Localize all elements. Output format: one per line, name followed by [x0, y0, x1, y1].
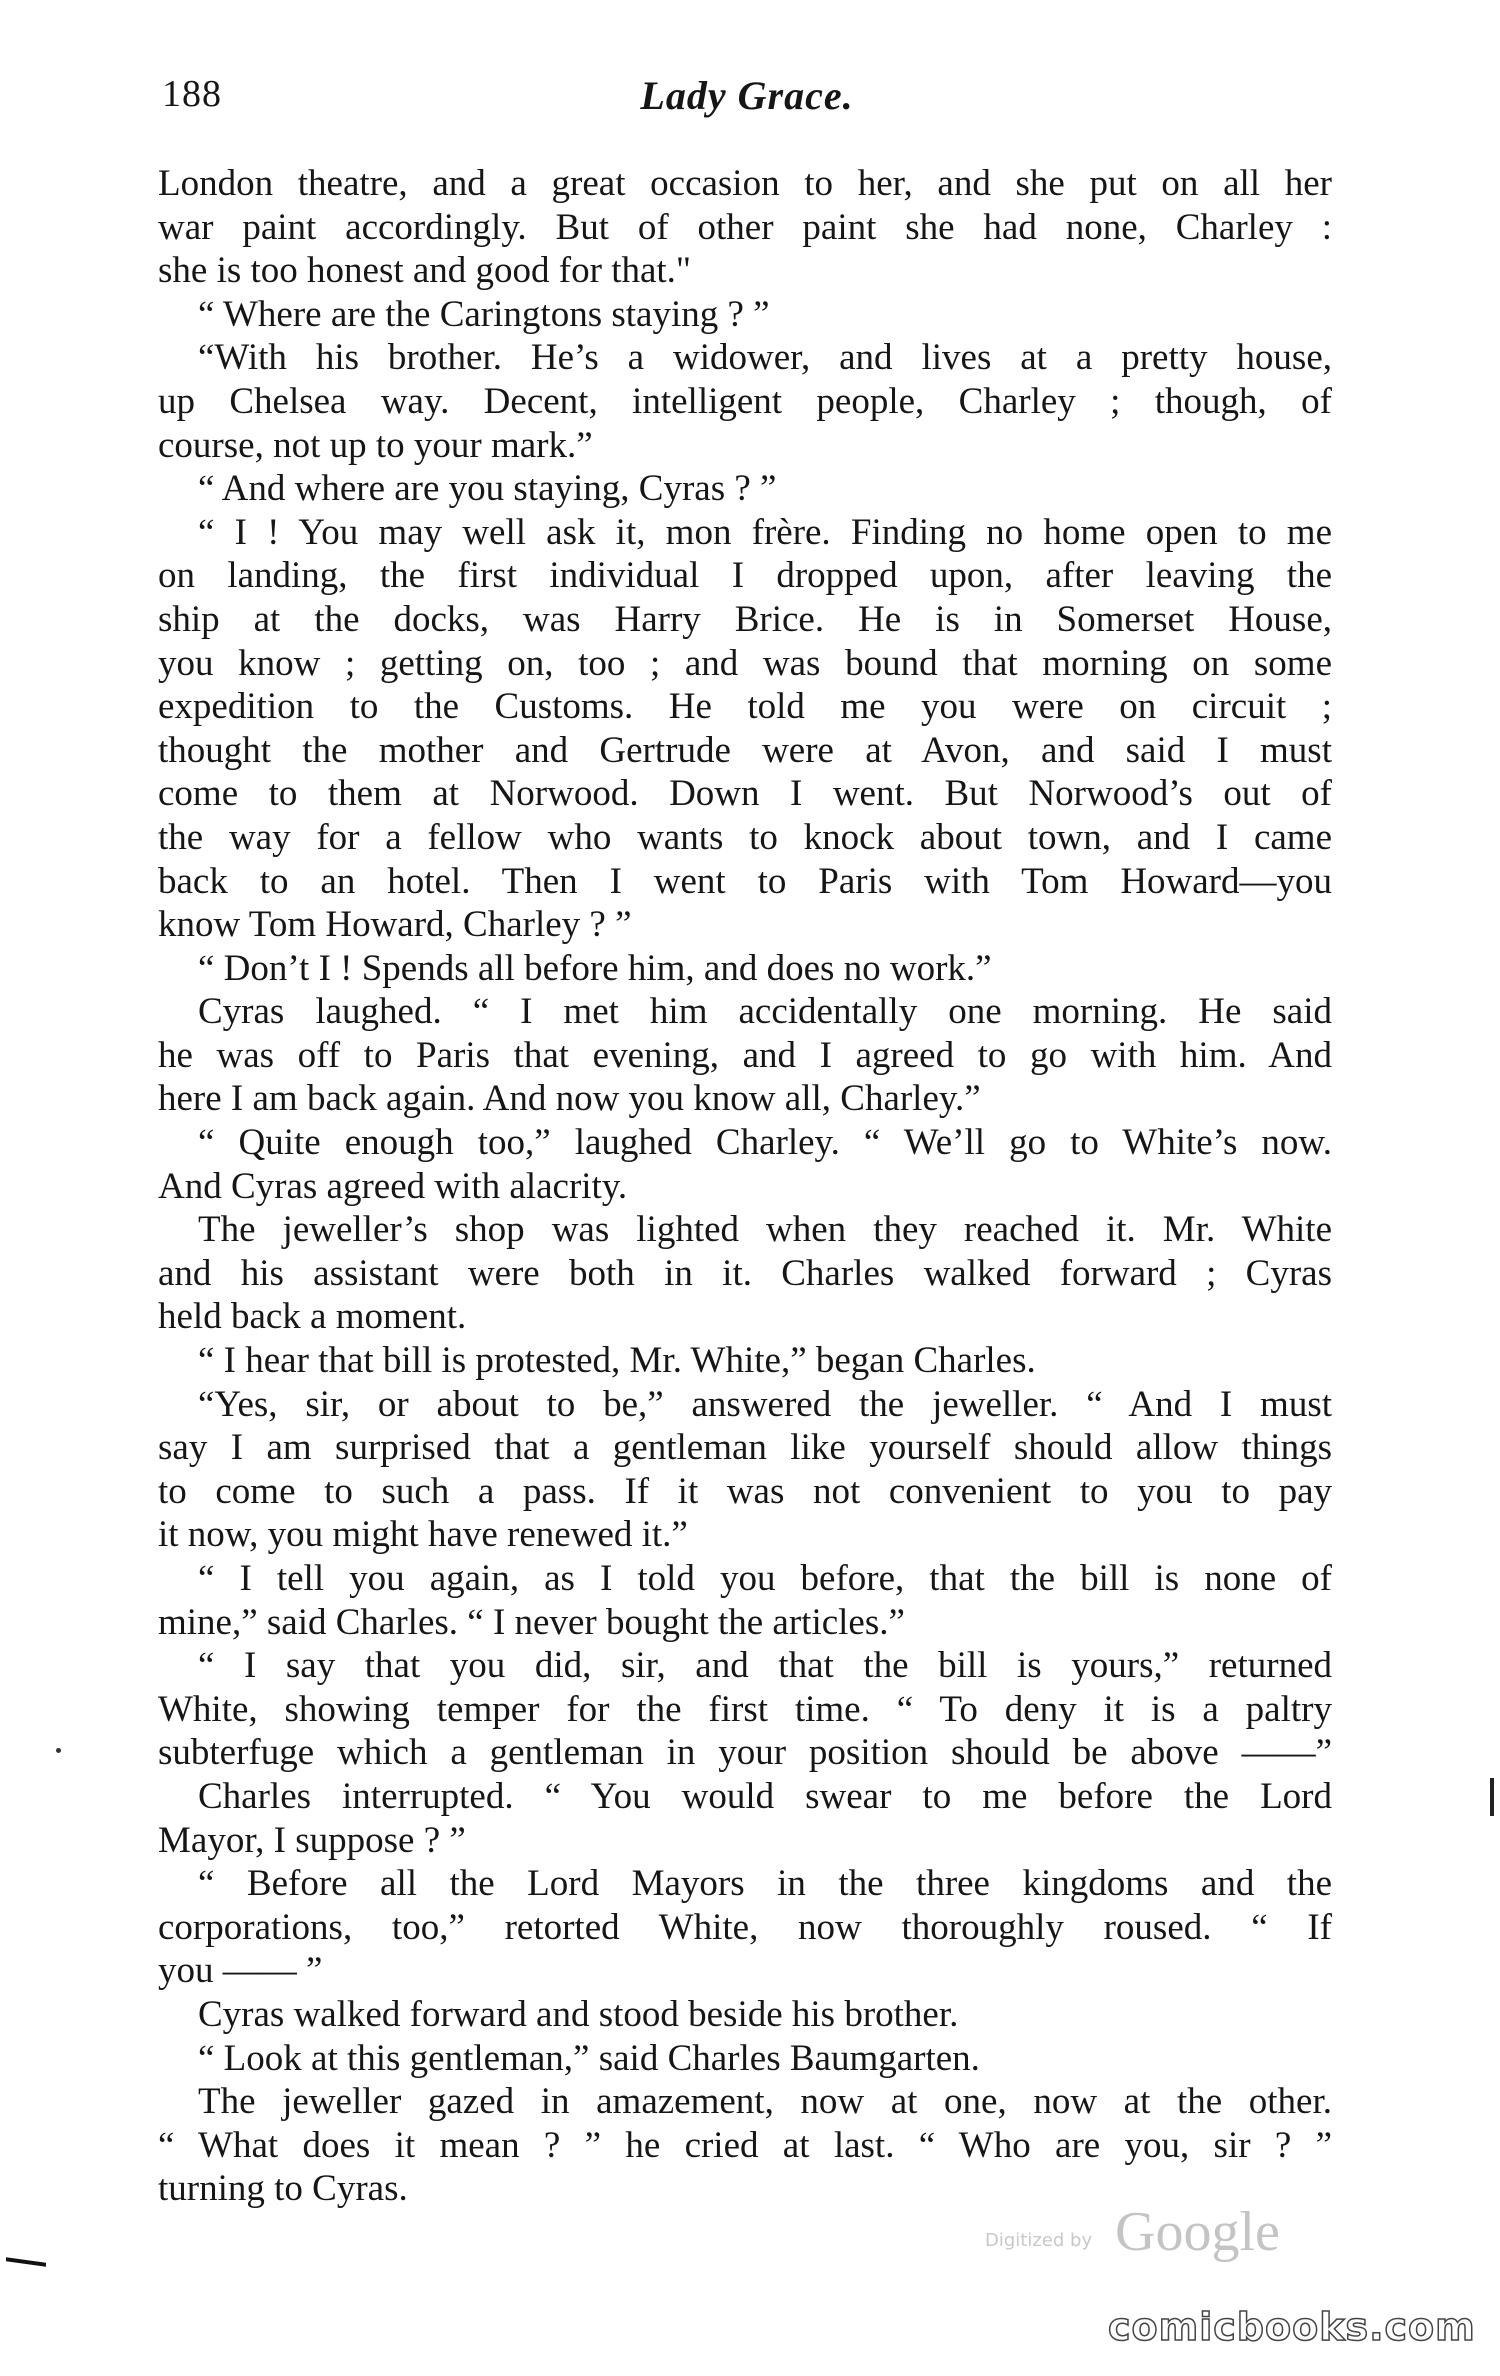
site-watermark: comicbooks.com	[1108, 2305, 1476, 2349]
text-line: you —— ”	[158, 1950, 323, 1992]
page-header	[162, 72, 1332, 132]
text-line: say I am surprised that a gentleman like yourself should allow things	[158, 1427, 1332, 1469]
text-line: course, not up to your mark.”	[158, 424, 593, 466]
text-line: and his assistant were both in it. Charles walked forward ; Cyras	[158, 1252, 1332, 1294]
text-line: it now, you might have renewed it.”	[158, 1514, 688, 1556]
text-line: here I am back again. And now you know all, Charley.”	[158, 1078, 981, 1120]
text-line: up Chelsea way. Decent, intelligent people, Charley ; though, of	[158, 380, 1332, 422]
text-line: corporations, too,” retorted White, now thoroughly roused. “ If	[158, 1906, 1332, 1948]
text-line: White, showing temper for the first time. “ To deny it is a paltry	[158, 1688, 1332, 1730]
text-line: Cyras laughed. “ I met him accidentally one morning. He said	[198, 991, 1332, 1033]
text-line: Mayor, I suppose ? ”	[158, 1819, 466, 1861]
text-line: Charles interrupted. “ You would swear to me before the Lord	[198, 1775, 1332, 1817]
text-line: London theatre, and a great occasion to her, and she put on all her	[158, 163, 1332, 204]
text-line: “ Before all the Lord Mayors in the three kingdoms and the	[198, 1863, 1332, 1905]
text-line: And Cyras agreed with alacrity.	[158, 1165, 628, 1207]
text-line: war paint accordingly. But of other paint she had none, Charley :	[158, 206, 1332, 248]
text-line: “ I tell you again, as I told you before, that the bill is none of	[198, 1558, 1332, 1599]
text-line: subterfuge which a gentleman in your position should be above ——”	[158, 1732, 1332, 1774]
text-line: expedition to the Customs. He told me you were on circuit ;	[158, 686, 1332, 728]
text-line: ship at the docks, was Harry Brice. He is in Somerset House,	[158, 598, 1332, 640]
text-line: she is too honest and good for that."	[158, 250, 692, 292]
text-line: know Tom Howard, Charley ? ”	[158, 904, 632, 946]
watermark-prefix: Digitized by	[985, 2230, 1093, 2251]
text-line: turning to Cyras.	[158, 2168, 408, 2210]
text-line: on landing, the first individual I dropped upon, after leaving the	[158, 555, 1332, 597]
text-line: Cyras walked forward and stood beside his brother.	[198, 1993, 959, 2035]
text-line: The jeweller’s shop was lighted when they reached it. Mr. White	[198, 1209, 1332, 1251]
text-line: the way for a fellow who wants to knock about town, and I came	[158, 816, 1332, 858]
text-line: “ Quite enough too,” laughed Charley. “ We’ll go to White’s now.	[198, 1122, 1332, 1164]
text-line: “ I hear that bill is protested, Mr. White,” began Charles.	[198, 1340, 1036, 1382]
text-line: “ Where are the Caringtons staying ? ”	[198, 293, 770, 335]
text-line: to come to such a pass. If it was not convenient to you to pay	[158, 1470, 1332, 1512]
text-line: held back a moment.	[158, 1296, 467, 1338]
page-number: 188	[162, 73, 222, 115]
text-line: “ And where are you staying, Cyras ? ”	[198, 468, 777, 510]
text-line: mine,” said Charles. “ I never bought the articles.”	[158, 1601, 905, 1643]
text-line: back to an hotel. Then I went to Paris with Tom Howard—you	[158, 860, 1332, 902]
margin-edge-mark	[1490, 1778, 1494, 1816]
margin-dash-mark	[6, 2257, 46, 2267]
text-line: “ I ! You may well ask it, mon frère. Finding no home open to me	[198, 511, 1332, 553]
text-line: “ I say that you did, sir, and that the bill is yours,” returned	[198, 1645, 1332, 1687]
text-line: “With his brother. He’s a widower, and lives at a pretty house,	[198, 337, 1332, 379]
text-line: “Yes, sir, or about to be,” answered the jeweller. “ And I must	[198, 1383, 1332, 1425]
text-line: The jeweller gazed in amazement, now at one, now at the other.	[198, 2081, 1332, 2123]
margin-speck	[56, 1748, 61, 1753]
text-line: “ Don’t I ! Spends all before him, and does no work.”	[198, 947, 992, 989]
text-line: “ What does it mean ? ” he cried at last. “ Who are you, sir ? ”	[158, 2124, 1332, 2166]
text-line: “ Look at this gentleman,” said Charles Baumgarten.	[198, 2037, 980, 2079]
running-title: Lady Grace.	[640, 73, 854, 118]
text-line: thought the mother and Gertrude were at Avon, and said I must	[158, 729, 1332, 771]
body-text	[158, 162, 1332, 2211]
text-line: he was off to Paris that evening, and I agreed to go with him. And	[158, 1034, 1332, 1076]
google-logo: Google	[1115, 2201, 1280, 2263]
text-line: you know ; getting on, too ; and was bound that morning on some	[158, 642, 1332, 684]
text-line: come to them at Norwood. Down I went. But Norwood’s out of	[158, 773, 1332, 815]
digitized-watermark	[985, 2200, 1295, 2263]
